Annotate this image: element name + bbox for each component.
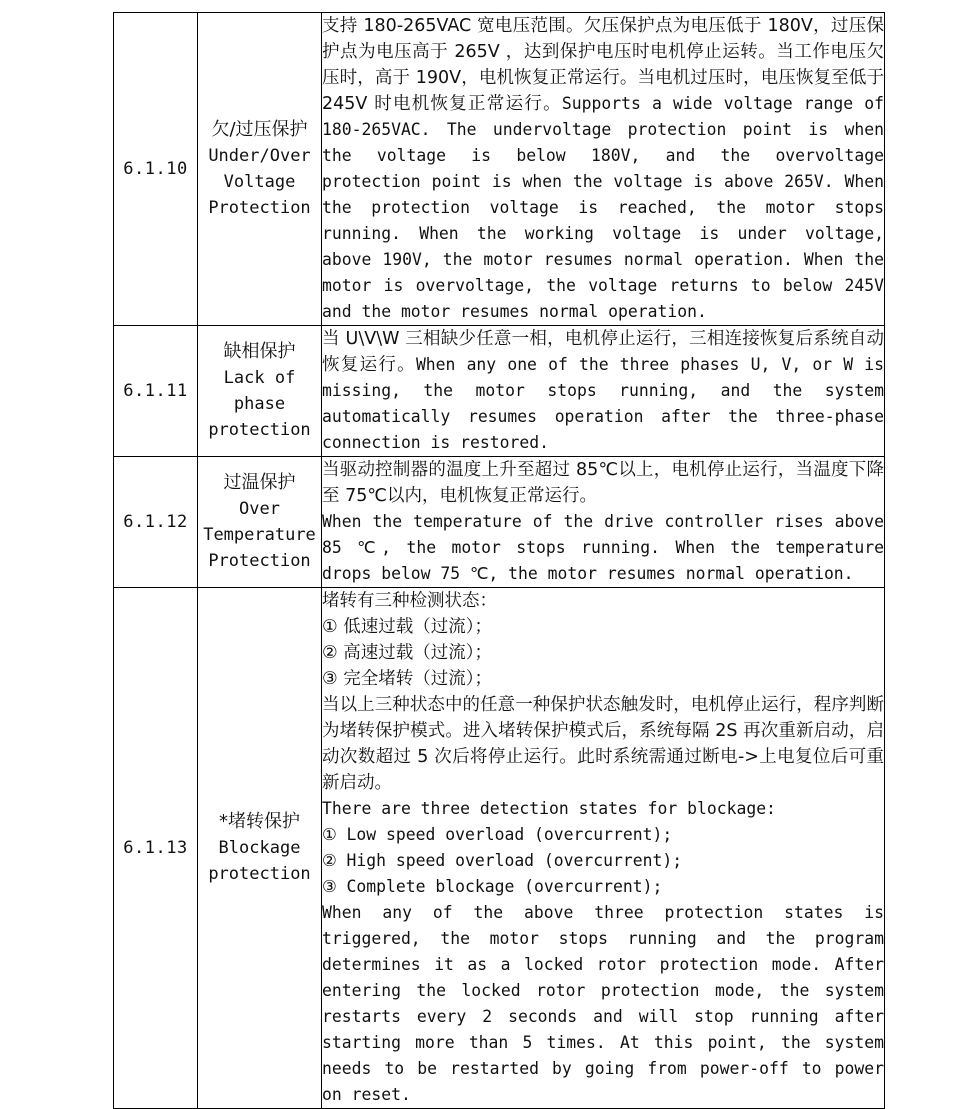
description-zh-body: 当以上三种状态中的任意一种保护状态触发时，电机停止运行，程序判断为堵转保护模式。进入堵转保护模式后，系统每隔 2S 再次重新启动，启动次数超过 5 次后将停止运行。此时系统需通过断电->上电复位后可重新启动。	[322, 695, 884, 793]
description-en-state-1: ① Low speed overload (overcurrent);	[322, 825, 673, 844]
table-row	[114, 326, 885, 457]
item-name-en: Over Temperature Protection	[203, 499, 316, 571]
item-number: 6.1.12	[114, 457, 198, 588]
description-zh: 支持 180-265VAC 宽电压范围。欠压保护点为电压低于 180V，过压保护点为电压高于 265V ，达到保护电压时电机停止运转。当工作电压欠压时，高于 190V，电机恢复正常运行。当电机过压时，电压恢复至低于 245V 时电机恢复正常运行。	[322, 16, 884, 114]
protection-spec-table	[113, 12, 885, 1109]
item-name-en: Blockage protection	[208, 838, 311, 884]
table-row	[114, 457, 885, 588]
table-row	[114, 588, 885, 1109]
item-description	[322, 326, 885, 457]
item-description	[322, 13, 885, 326]
item-description	[322, 588, 885, 1109]
description-en: When the temperature of the drive controller rises above 85 ℃, the motor stops running. When the temperature drops below 75 ℃, the motor resumes normal operation.	[322, 512, 884, 583]
description-zh-intro: 堵转有三种检测状态：	[322, 591, 497, 611]
description-en-state-3: ③ Complete blockage (overcurrent);	[322, 877, 663, 896]
description-en: When any one of the three phases U, V, or W is missing, the motor stops running, and the system automatically resumes operation after the three-phase connection is restored.	[322, 355, 885, 452]
description-en-state-2: ② High speed overload (overcurrent);	[322, 851, 683, 870]
description-zh-state-1: ① 低速过载（过流）；	[322, 617, 493, 637]
item-name-cell	[198, 457, 322, 588]
item-name-zh: 欠/过压保护	[211, 119, 308, 140]
description-en-intro: There are three detection states for blockage:	[322, 799, 776, 818]
description-zh: 当驱动控制器的温度上升至超过 85℃以上，电机停止运行，当温度下降至 75℃以内，电机恢复正常运行。	[322, 460, 884, 506]
item-number: 6.1.13	[114, 588, 198, 1109]
item-name-zh: 过温保护	[223, 472, 296, 493]
item-number: 6.1.10	[114, 13, 198, 326]
item-name-zh: 缺相保护	[223, 341, 296, 362]
description-zh: 当 U\V\W 三相缺少任意一相，电机停止运行，三相连接恢复后系统自动恢复运行。	[322, 329, 884, 375]
item-name-zh: *堵转保护	[219, 811, 300, 832]
description-en: Supports a wide voltage range of 180-265VAC. The undervoltage protection point is when the voltage is below 180V, and the overvoltage protection point is when the voltage is above 265V. When the protection voltage is reached, the motor stops running. When the working voltage is under voltage, above 190V, the motor resumes normal operation. When the motor is overvoltage, the voltage returns to below 245V and the motor resumes normal operation.	[322, 94, 885, 321]
item-name-cell	[198, 326, 322, 457]
description-en-body: When any of the above three protection states is triggered, the motor stops running and the program determines it as a locked rotor protection mode. After entering the locked rotor protection mode, the system restarts every 2 seconds and will stop running after starting more than 5 times. At this point, the system needs to be restarted by going from power-off to power on reset.	[322, 903, 884, 1104]
item-name-en: Under/Over Voltage Protection	[208, 146, 311, 218]
description-zh-state-2: ② 高速过载（过流）；	[322, 643, 493, 663]
item-name-cell	[198, 13, 322, 326]
description-zh-state-3: ③ 完全堵转（过流）；	[322, 669, 493, 689]
item-name-en: Lack of phase protection	[208, 368, 311, 440]
item-name-cell	[198, 588, 322, 1109]
item-description	[322, 457, 885, 588]
table-row	[114, 13, 885, 326]
item-number: 6.1.11	[114, 326, 198, 457]
